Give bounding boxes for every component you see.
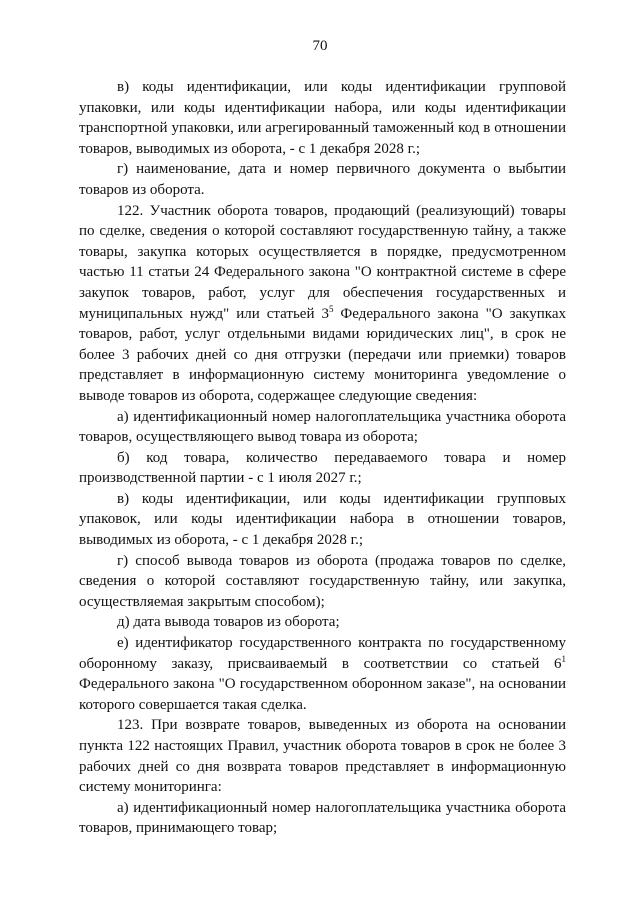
item-marker: г) — [117, 552, 129, 569]
paragraph-clause-123 — [79, 715, 566, 797]
item-marker: в) — [117, 490, 130, 507]
item-marker: г) — [117, 161, 129, 178]
paragraph-text: коды идентификации, или коды идентификации групповых упаковок, или коды идентификации набора в отношении товаров, выводимых из оборота, - с 1 декабря 2028 г.; — [79, 490, 567, 549]
paragraph-text: идентификационный номер налогоплательщика участника оборота товаров, принимающего товар; — [79, 799, 566, 837]
paragraph-item-v-2 — [79, 489, 566, 551]
paragraph-text: дата вывода товаров из оборота; — [133, 614, 340, 631]
paragraph-item-e — [79, 633, 566, 715]
paragraph-text-after: Федерального закона "О государственном оборонном заказе", на основании которого совершается такая сделка. — [79, 676, 566, 713]
superscript: 5 — [328, 303, 334, 314]
paragraph-item-b — [79, 448, 566, 489]
superscript: 1 — [561, 653, 566, 664]
document-body — [79, 77, 566, 839]
paragraph-item-d — [79, 612, 566, 633]
item-marker: б) — [117, 449, 130, 466]
paragraph-text-before: е) идентификатор государственного контракта по государственному оборонному заказу, присваиваемый в соответствии со статьей 6 — [79, 635, 566, 672]
paragraph-item-a-1 — [79, 407, 566, 448]
item-marker: а) — [117, 799, 129, 816]
paragraph-item-a-2 — [79, 798, 566, 839]
item-marker: д) — [117, 614, 130, 631]
paragraph-text: способ вывода товаров из оборота (продажа товаров по сделке, сведения о которой составляют государственную тайну, или закупка, осуществляемая закрытым способом); — [79, 552, 567, 610]
item-marker: в) — [117, 79, 130, 95]
page-number: 70 — [312, 38, 328, 54]
paragraph-text: идентификационный номер налогоплательщика участника оборота товаров, осуществляющего вывод товара из оборота; — [79, 408, 566, 446]
paragraph-item-v-1 — [79, 77, 566, 159]
paragraph-text-before: 122. Участник оборота товаров, продающий (реализующий) товары по сделке, сведения о которой составляют государственную тайну, а также товары, закупка которых осуществляется в порядке, предусмотренном частью 11 статьи 24 Федерального закона "О контрактной системе в сфере закупок товаров, работ, услуг для обеспечения государственных и муниципальных нужд" или статьей 3 — [79, 202, 566, 322]
paragraph-text: наименование, дата и номер первичного документа о выбытии товаров из оборота. — [79, 161, 567, 198]
paragraph-clause-122 — [79, 201, 566, 407]
paragraph-text-after: Федерального закона "О закупках товаров, работ, услуг отдельными видами юридических лиц", в срок не более 3 рабочих дней со дня отгрузки (передачи или приемки) товаров представляет в информационную систему мониторинга уведомление о выводе товаров из оборота, содержащее следующие сведения: — [79, 305, 566, 404]
paragraph-text: 123. При возврате товаров, выведенных из оборота на основании пункта 122 настоящих Правил, участник оборота товаров в срок не более 3 рабочих дней со дня возврата товаров представляет в информационную систему мониторинга: — [79, 717, 566, 796]
item-marker: а) — [117, 408, 129, 425]
paragraph-text: код товара, количество передаваемого товара и номер производственной партии - с 1 июля 2027 г.; — [79, 449, 566, 487]
paragraph-item-g-1 — [79, 159, 566, 200]
paragraph-item-g-2 — [79, 551, 566, 613]
paragraph-text: коды идентификации, или коды идентификации групповой упаковки, или коды идентификации набора, или коды идентификации транспортной упаковки, или агрегированный таможенный код в отношении товаров, выводимых из оборота, - с 1 декабря 2028 г.; — [79, 79, 566, 157]
